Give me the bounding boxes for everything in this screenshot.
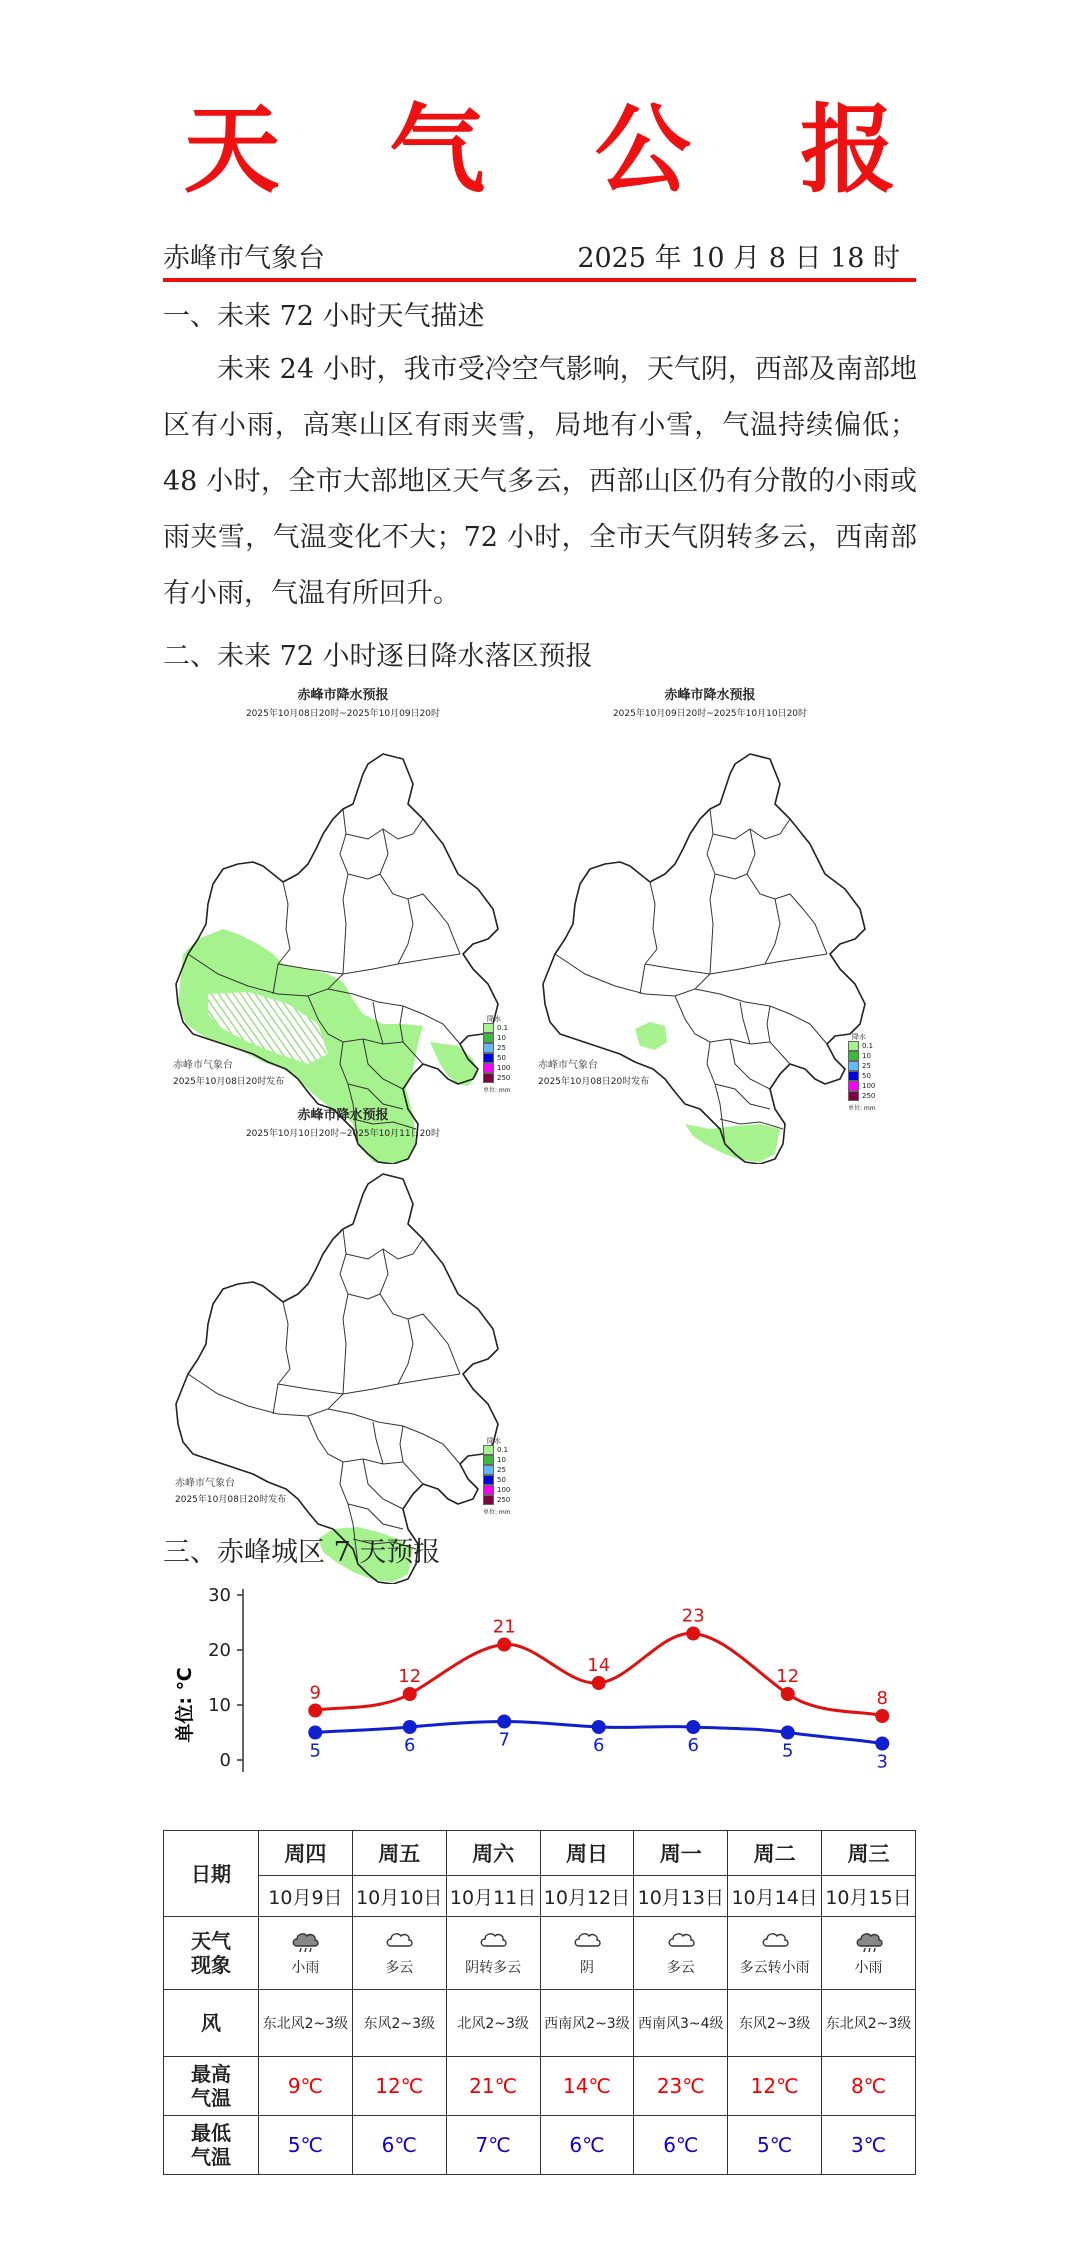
cloud-icon [572,1929,602,1953]
precip-map [535,724,875,1164]
high-temp-label: 23 [681,1605,705,1627]
map-period: 2025年10月08日20时~2025年10月09日20时 [245,709,441,719]
low-temp-point [781,1726,795,1740]
y-tick-label: 0 [219,1750,231,1771]
wind-cell: 西南风3~4级 [634,1990,728,2057]
map-issuer: 赤峰市气象台 [175,1478,235,1489]
section3-heading: 三、赤峰城区 7 天预报 [163,1537,441,1568]
high-temp-point [308,1704,322,1718]
weather-cell [352,1917,446,1990]
date-cell: 10月14日 [728,1876,822,1917]
high-temp-point [497,1638,511,1652]
date-cell: 10月13日 [634,1876,728,1917]
issue-datetime: 2025 年 10 月 8 日 18 时 [577,243,900,274]
map-issued: 2025年10月08日20时发布 [538,1077,650,1087]
low-temp-cell: 5℃ [259,2116,353,2175]
weekday-cell: 周日 [540,1831,634,1876]
high-temp-cell: 12℃ [352,2057,446,2116]
low-temp-point [497,1715,511,1729]
row-label-low: 最低 气温 [164,2116,259,2175]
weather-text: 小雨 [291,1960,320,1976]
low-temp-point [875,1737,889,1751]
low-temp-label: 7 [498,1729,510,1751]
precip-map-day3 [163,1104,523,1524]
row-label-weather: 天气 现象 [164,1917,259,1990]
map-issued: 2025年10月08日20时发布 [175,1495,287,1505]
low-temp-point [308,1726,322,1740]
weather-text: 阴转多云 [465,1960,522,1976]
temperature-chart [163,1575,916,1820]
date-cell: 10月15日 [822,1876,916,1917]
weekday-cell: 周四 [259,1831,353,1876]
high-temp-label: 12 [776,1666,800,1687]
low-temp-label: 5 [309,1740,321,1762]
low-temp-cell: 3℃ [822,2116,916,2175]
high-temp-label: 14 [587,1655,611,1676]
weather-text: 多云 [666,1960,695,1976]
high-temp-point [403,1687,417,1701]
table-row [164,1917,916,1990]
low-temp-cell: 6℃ [634,2116,728,2175]
table-row [164,1990,916,2057]
low-temp-cell: 6℃ [540,2116,634,2175]
low-temp-label: 5 [782,1740,794,1762]
high-temp-cell: 21℃ [446,2057,540,2116]
high-temp-point [875,1709,889,1723]
rain-cloud-icon [854,1929,884,1953]
high-temp-label: 8 [876,1688,888,1709]
cloud-icon [384,1929,414,1953]
y-tick-label: 10 [208,1695,231,1716]
map-period: 2025年10月10日20时~2025年10月11日20时 [245,1129,441,1139]
low-temp-cell: 5℃ [728,2116,822,2175]
weather-cell [822,1917,916,1990]
date-cell: 10月11日 [446,1876,540,1917]
weather-text: 阴 [579,1960,594,1976]
weekday-cell: 周三 [822,1831,916,1876]
precip-map-day1 [163,684,523,1104]
map-period: 2025年10月09日20时~2025年10月10日20时 [612,709,808,719]
wind-cell: 西南风2~3级 [540,1990,634,2057]
weekday-cell: 周六 [446,1831,540,1876]
cloud-icon [666,1929,696,1953]
date-cell: 10月12日 [540,1876,634,1917]
weather-cell [634,1917,728,1990]
date-cell: 10月10日 [352,1876,446,1917]
low-temp-cell: 6℃ [352,2116,446,2175]
high-temp-cell: 8℃ [822,2057,916,2116]
wind-cell: 东风2~3级 [728,1990,822,2057]
y-axis [208,1585,243,1772]
high-temp-point [686,1627,700,1641]
y-tick-label: 20 [208,1640,231,1661]
chart-series [308,1606,889,1773]
weather-cell [728,1917,822,1990]
table-row [164,2057,916,2116]
precip-map-day2 [530,684,890,1112]
high-temp-cell: 14℃ [540,2057,634,2116]
wind-cell: 东北风2~3级 [259,1990,353,2057]
precip-map [168,1144,508,1584]
low-temp-point [592,1720,606,1734]
weather-cell [446,1917,540,1990]
table-row [164,1831,916,1876]
map-issued: 2025年10月08日20时发布 [173,1077,285,1087]
weekday-cell: 周五 [352,1831,446,1876]
row-label-high: 最高 气温 [164,2057,259,2116]
cloud-icon [760,1929,790,1953]
high-temp-label: 12 [398,1666,422,1687]
wind-cell: 东风2~3级 [352,1990,446,2057]
rain-cloud-icon [290,1929,320,1953]
low-temp-label: 6 [687,1735,699,1756]
high-temp-point [592,1676,606,1690]
weather-cell [540,1917,634,1990]
section2-heading: 二、未来 72 小时逐日降水落区预报 [163,641,593,672]
y-tick-label: 30 [208,1585,231,1606]
low-temp-point [686,1720,700,1734]
wind-cell: 东北风2~3级 [822,1990,916,2057]
section1-heading: 一、未来 72 小时天气描述 [163,301,485,332]
high-temp-point [781,1687,795,1701]
precip-legend: 降水 0.1 10 25 50 100 250 单位: mm [483,1437,511,1516]
table-row [164,1876,916,1917]
weekday-cell: 周二 [728,1831,822,1876]
low-temp-label: 6 [404,1735,416,1756]
weekday-cell: 周一 [634,1831,728,1876]
low-temp-point [403,1720,417,1734]
header-divider [163,278,916,282]
weather-cell [259,1917,353,1990]
table-row [164,2116,916,2175]
seven-day-table [163,1830,916,2175]
date-cell: 10月9日 [259,1876,353,1917]
map-issuer: 赤峰市气象台 [538,1060,598,1071]
weather-text: 小雨 [854,1960,883,1976]
low-temp-cell: 7℃ [446,2116,540,2175]
high-temp-label: 21 [492,1616,516,1638]
high-temp-cell: 12℃ [728,2057,822,2116]
precip-map [168,724,508,1164]
high-temp-label: 9 [309,1682,321,1704]
precip-legend: 降水 0.1 10 25 50 100 250 单位: mm [483,1015,511,1094]
map-title: 赤峰市降水预报 [664,688,756,703]
precip-legend: 降水 0.1 10 25 50 100 250 单位: mm [848,1033,876,1112]
wind-cell: 北风2~3级 [446,1990,540,2057]
weather-text: 多云 [385,1960,414,1976]
low-temp-label: 6 [593,1735,605,1756]
weather-text: 多云转小雨 [739,1960,810,1976]
bulletin-title: 天 气 公 报 [183,93,935,206]
low-temp-label: 3 [876,1751,888,1773]
map-issuer: 赤峰市气象台 [173,1060,233,1071]
row-label-wind: 风 [164,1990,259,2057]
y-axis-label: 单位: ℃ [174,1667,196,1743]
map-title: 赤峰市降水预报 [297,1108,389,1123]
issuing-office: 赤峰市气象台 [163,243,325,274]
map-title: 赤峰市降水预报 [297,688,389,703]
row-label-date: 日期 [164,1831,259,1917]
cloud-icon [478,1929,508,1953]
high-temp-cell: 9℃ [259,2057,353,2116]
section1-text: 未来 24 小时，我市受冷空气影响，天气阴，西部及南部地区有小雨，高寒山区有雨夹雪，局地有小雪，气温持续偏低；48 小时，全市大部地区天气多云，西部山区仍有分散的小雨或雨夹雪，气温变化不大；72 小时，全市天气阴转多云，西南部有小雨，气温有所回升。 [163,354,917,609]
high-temp-cell: 23℃ [634,2057,728,2116]
